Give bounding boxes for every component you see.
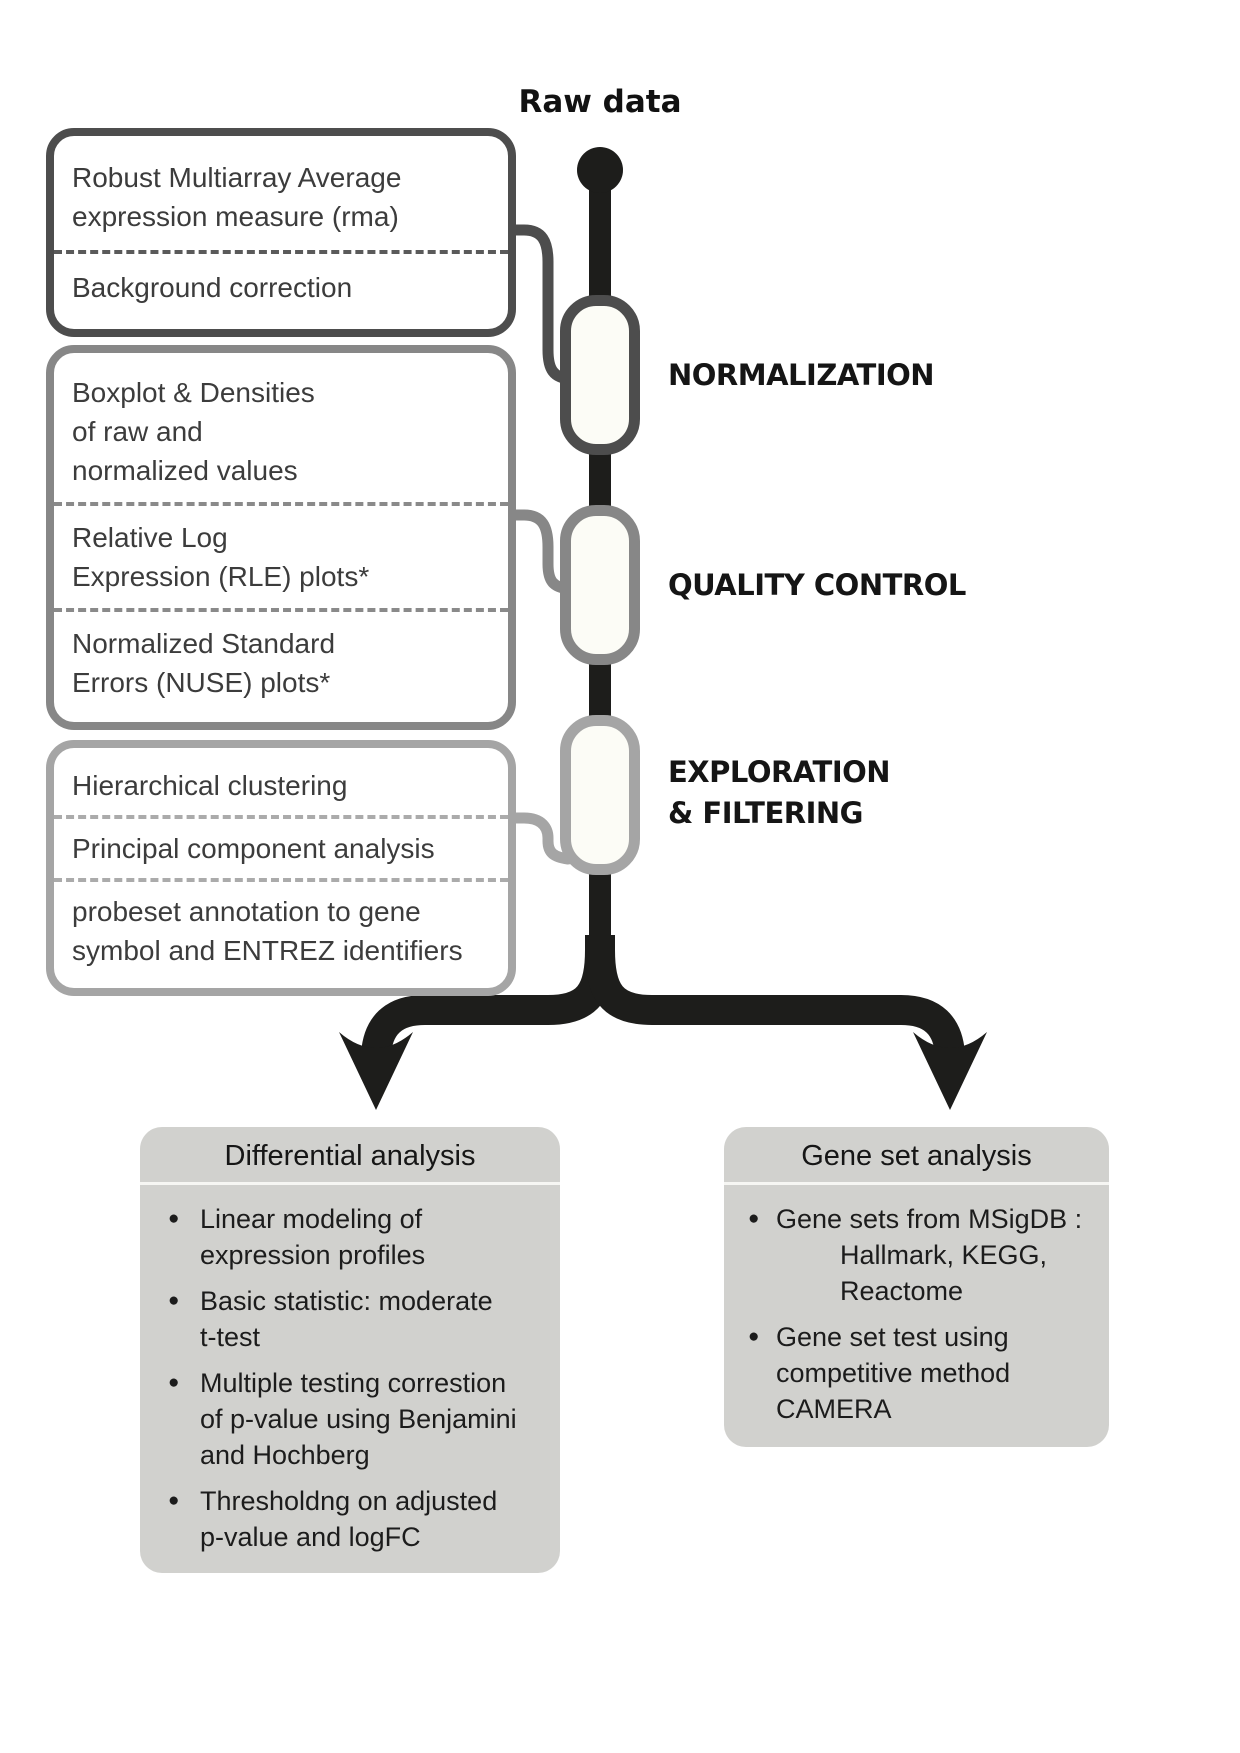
bullet-item: ● Basic statistic: moderate t-test (152, 1283, 548, 1355)
panel-title: Differential analysis (140, 1127, 560, 1185)
stage-label-normalization: NORMALIZATION (668, 358, 935, 392)
box-section: probeset annotation to gene symbol and ENTREZ identifiers (54, 878, 508, 980)
box-section: Boxplot & Densities of raw and normalized values (72, 377, 315, 486)
box-section: Background correction (54, 250, 508, 321)
bullet-item: ● Gene set test using competitive method CAMERA (736, 1319, 1097, 1427)
stage-pill-normalization (560, 295, 640, 455)
panel-body (724, 1185, 1109, 1447)
bullet-item: ● Thresholdng on adjusted p-value and logFC (152, 1483, 548, 1555)
raw-data-start-dot (577, 147, 623, 193)
split-branch-right (600, 935, 950, 1060)
box-normalization-steps (46, 128, 516, 337)
box-section: Relative Log Expression (RLE) plots* (54, 502, 508, 608)
box-section: Robust Multiarray Average expression measure (rma) (72, 162, 402, 232)
raw-data-label: Raw data (518, 84, 682, 120)
bullet-item: ● Gene sets from MSigDB : Hallmark, KEGG, Reactome (736, 1201, 1097, 1309)
panel-gene-set-analysis (724, 1127, 1109, 1447)
stage-label-quality-control: QUALITY CONTROL (668, 568, 966, 602)
box-exploration-steps (46, 740, 516, 996)
box-quality-control-steps (46, 345, 516, 730)
stage-label-exploration: EXPLORATION & FILTERING (668, 755, 891, 830)
bullet-item: ● Multiple testing correstion of p-value using Benjamini and Hochberg (152, 1365, 548, 1473)
box-section: Principal component analysis (54, 815, 508, 878)
panel-body (140, 1185, 560, 1575)
panel-title: Gene set analysis (724, 1127, 1109, 1185)
panel-differential-analysis (140, 1127, 560, 1573)
stage-pill-exploration (560, 715, 640, 875)
bullet-item: ● Linear modeling of expression profiles (152, 1201, 548, 1273)
box-section: Normalized Standard Errors (NUSE) plots* (54, 608, 508, 714)
box-section: Hierarchical clustering (72, 770, 348, 801)
stage-pill-quality-control (560, 505, 640, 665)
